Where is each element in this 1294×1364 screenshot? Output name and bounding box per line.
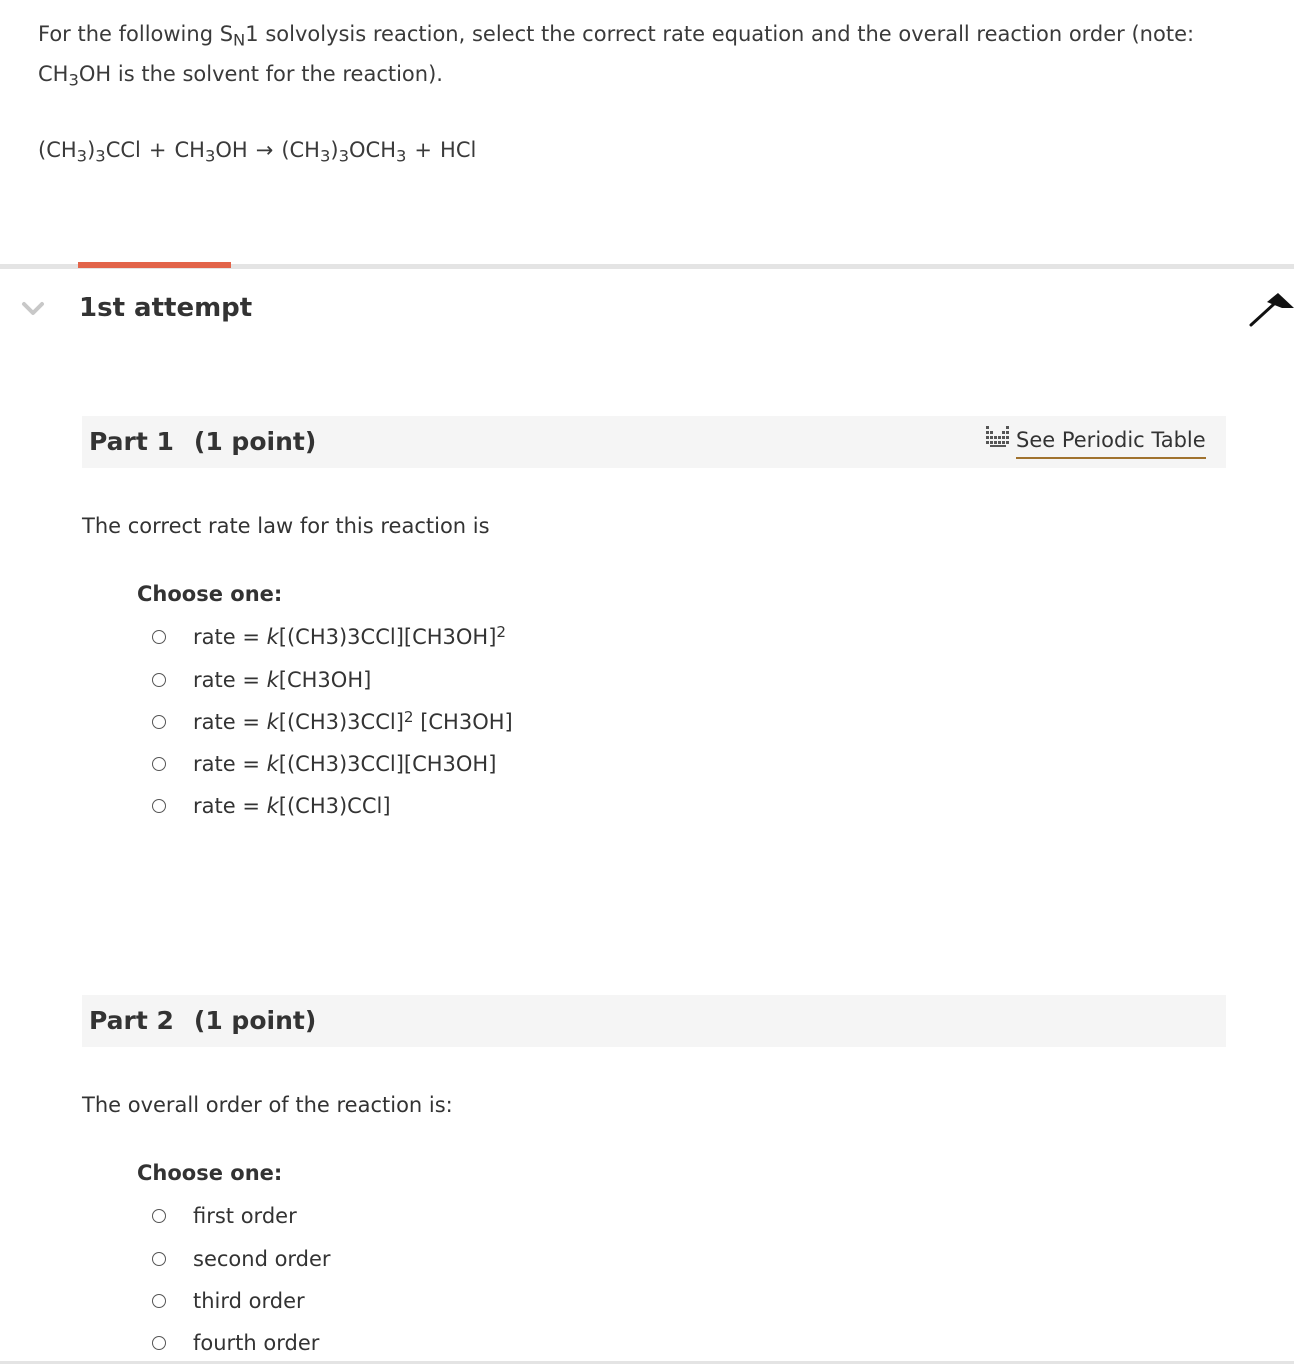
part1-choose-label: Choose one: [137,582,283,606]
part1-prompt: The correct rate law for this reaction is [82,514,490,538]
order-option-first[interactable]: first order [152,1201,672,1237]
radio-button[interactable] [152,1252,166,1266]
radio-button[interactable] [152,799,166,813]
radio-button[interactable] [152,757,166,771]
attempt-title: 1st attempt [79,293,253,323]
collapse-chevron-icon[interactable] [20,296,46,322]
part1-title: Part 1 (1 point) [89,427,317,456]
rate-law-option-3[interactable]: rate = $k[(CH3)3CCl]^2$ [CH3OH] [152,707,672,743]
part2-title: Part 2 (1 point) [89,1006,317,1035]
radio-button[interactable] [152,1336,166,1350]
rate-law-option-1[interactable]: rate = $k[(CH3)3CCl][CH3OH]^2$ [152,622,672,658]
order-option-third[interactable]: third order [152,1286,672,1322]
rate-law-option-2[interactable]: rate = k[CH3OH] [152,665,672,701]
flag-question-icon[interactable] [1248,290,1294,328]
radio-button[interactable] [152,673,166,687]
radio-button[interactable] [152,715,166,729]
question-text: For the following $S_N1$ solvolysis reaction, select the correct rate equation and the overall reaction order (note: $CH_3OH$ is the solvent for the reaction). [38,22,1195,90]
periodic-table-icon [986,425,1010,457]
order-option-fourth[interactable]: fourth order [152,1328,672,1364]
radio-button[interactable] [152,1294,166,1308]
rate-law-option-4[interactable]: rate = k[(CH3)3CCl][CH3OH] [152,749,672,785]
reaction-equation: $(CH_3)_3CCl + CH_3OH \to (CH_3)_3OCH_3$ + HCl [38,138,477,166]
active-attempt-indicator [78,262,231,268]
order-option-second[interactable]: second order [152,1244,672,1280]
part2-prompt: The overall order of the reaction is: [82,1093,453,1117]
rate-law-option-5[interactable]: rate = k[(CH3)CCl] [152,791,672,827]
radio-button[interactable] [152,1209,166,1223]
radio-button[interactable] [152,630,166,644]
part2-choose-label: Choose one: [137,1161,283,1185]
reaction-arrow: → [255,138,274,162]
see-periodic-table-link[interactable]: See Periodic Table [986,424,1206,460]
